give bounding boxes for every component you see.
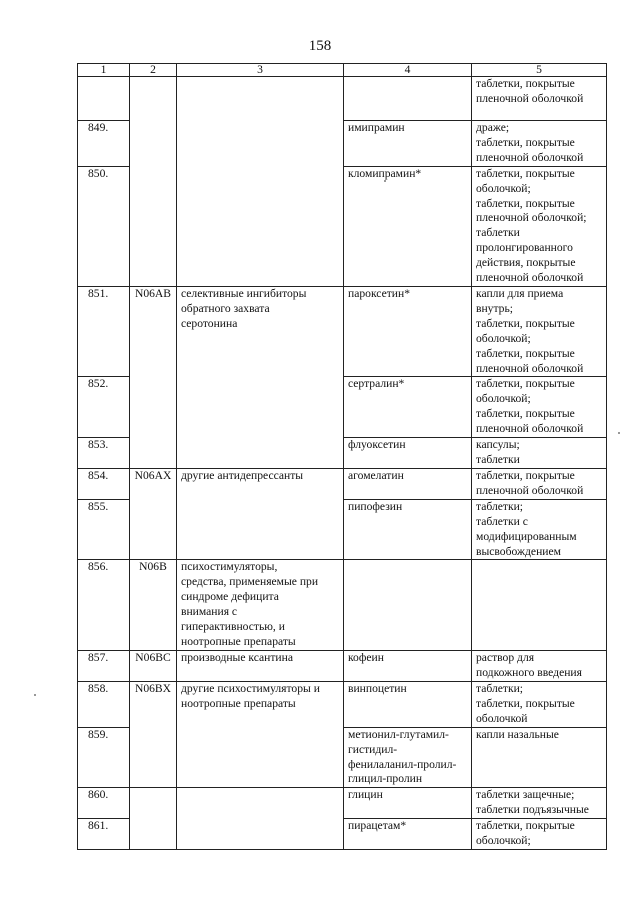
group-name: психостимуляторы, средства, применяемые при синдроме дефицита внимания с гиперактивностью, и ноотропные препараты <box>177 560 344 650</box>
group-name <box>177 77 344 287</box>
dosage-form: капли для приема внутрь; таблетки, покрытые оболочкой; таблетки, покрытые пленочной оболочкой <box>472 286 607 376</box>
row-number: 856. <box>78 560 130 650</box>
atc-code: N06AB <box>130 286 177 468</box>
group-name <box>177 788 344 850</box>
row-number: 857. <box>78 650 130 681</box>
row-number: 852. <box>78 377 130 438</box>
drug-name <box>344 560 472 650</box>
table-header-row <box>78 64 607 77</box>
table-row <box>78 77 607 121</box>
drug-name: пипофезин <box>344 499 472 560</box>
dosage-form: таблетки, покрытые оболочкой; таблетки, покрытые пленочной оболочкой; таблетки пролонгированного действия, покрытые пленочной оболочкой <box>472 166 607 286</box>
dosage-form: таблетки, покрытые пленочной оболочкой <box>472 469 607 500</box>
dosage-form: раствор для подкожного введения <box>472 650 607 681</box>
table-row <box>78 469 607 500</box>
row-number: 858. <box>78 681 130 727</box>
row-number: 851. <box>78 286 130 376</box>
table-row <box>78 286 607 376</box>
atc-code <box>130 77 177 287</box>
row-number: 860. <box>78 788 130 819</box>
dosage-form: таблетки защечные; таблетки подъязычные <box>472 788 607 819</box>
page-number: 158 <box>308 38 332 54</box>
row-number: 849. <box>78 121 130 167</box>
drug-table <box>77 63 607 850</box>
group-name: другие антидепрессанты <box>177 469 344 560</box>
drug-name: пирацетам* <box>344 819 472 850</box>
dosage-form: таблетки, покрытые оболочкой; <box>472 819 607 850</box>
table-row <box>78 650 607 681</box>
scan-speck <box>618 432 620 434</box>
dosage-form: таблетки; таблетки, покрытые оболочкой <box>472 681 607 727</box>
atc-code: N06BC <box>130 650 177 681</box>
drug-name: сертралин* <box>344 377 472 438</box>
row-number <box>78 77 130 121</box>
column-header-5: 5 <box>472 64 607 77</box>
row-number: 861. <box>78 819 130 850</box>
scan-speck <box>384 180 386 182</box>
column-header-1: 1 <box>78 64 130 77</box>
table-row <box>78 788 607 819</box>
group-name: селективные ингибиторы обратного захвата серотонина <box>177 286 344 468</box>
atc-code <box>130 788 177 850</box>
row-number: 855. <box>78 499 130 560</box>
dosage-form <box>472 560 607 650</box>
drug-name: кофеин <box>344 650 472 681</box>
table-row <box>78 560 607 650</box>
atc-code: N06BX <box>130 681 177 788</box>
drug-name: кломипрамин* <box>344 166 472 286</box>
dosage-form: драже; таблетки, покрытые пленочной оболочкой <box>472 121 607 167</box>
column-header-2: 2 <box>130 64 177 77</box>
dosage-form: капсулы; таблетки <box>472 438 607 469</box>
group-name: другие психостимуляторы и ноотропные препараты <box>177 681 344 788</box>
dosage-form: таблетки, покрытые оболочкой; таблетки, покрытые пленочной оболочкой <box>472 377 607 438</box>
column-header-4: 4 <box>344 64 472 77</box>
group-name: производные ксантина <box>177 650 344 681</box>
drug-name: агомелатин <box>344 469 472 500</box>
drug-name: винпоцетин <box>344 681 472 727</box>
drug-name: метионил-глутамил- гистидил- фенилаланил-пролил- глицил-пролин <box>344 727 472 788</box>
row-number: 854. <box>78 469 130 500</box>
row-number: 859. <box>78 727 130 788</box>
dosage-form: таблетки, покрытые пленочной оболочкой <box>472 77 607 121</box>
atc-code: N06AX <box>130 469 177 560</box>
dosage-form: таблетки; таблетки с модифицированным высвобождением <box>472 499 607 560</box>
drug-name <box>344 77 472 121</box>
drug-name: глицин <box>344 788 472 819</box>
table-row <box>78 681 607 727</box>
atc-code: N06B <box>130 560 177 650</box>
row-number: 850. <box>78 166 130 286</box>
dosage-form: капли назальные <box>472 727 607 788</box>
drug-name: пароксетин* <box>344 286 472 376</box>
drug-name: имипрамин <box>344 121 472 167</box>
drug-name: флуоксетин <box>344 438 472 469</box>
column-header-3: 3 <box>177 64 344 77</box>
scan-speck <box>34 694 36 696</box>
row-number: 853. <box>78 438 130 469</box>
